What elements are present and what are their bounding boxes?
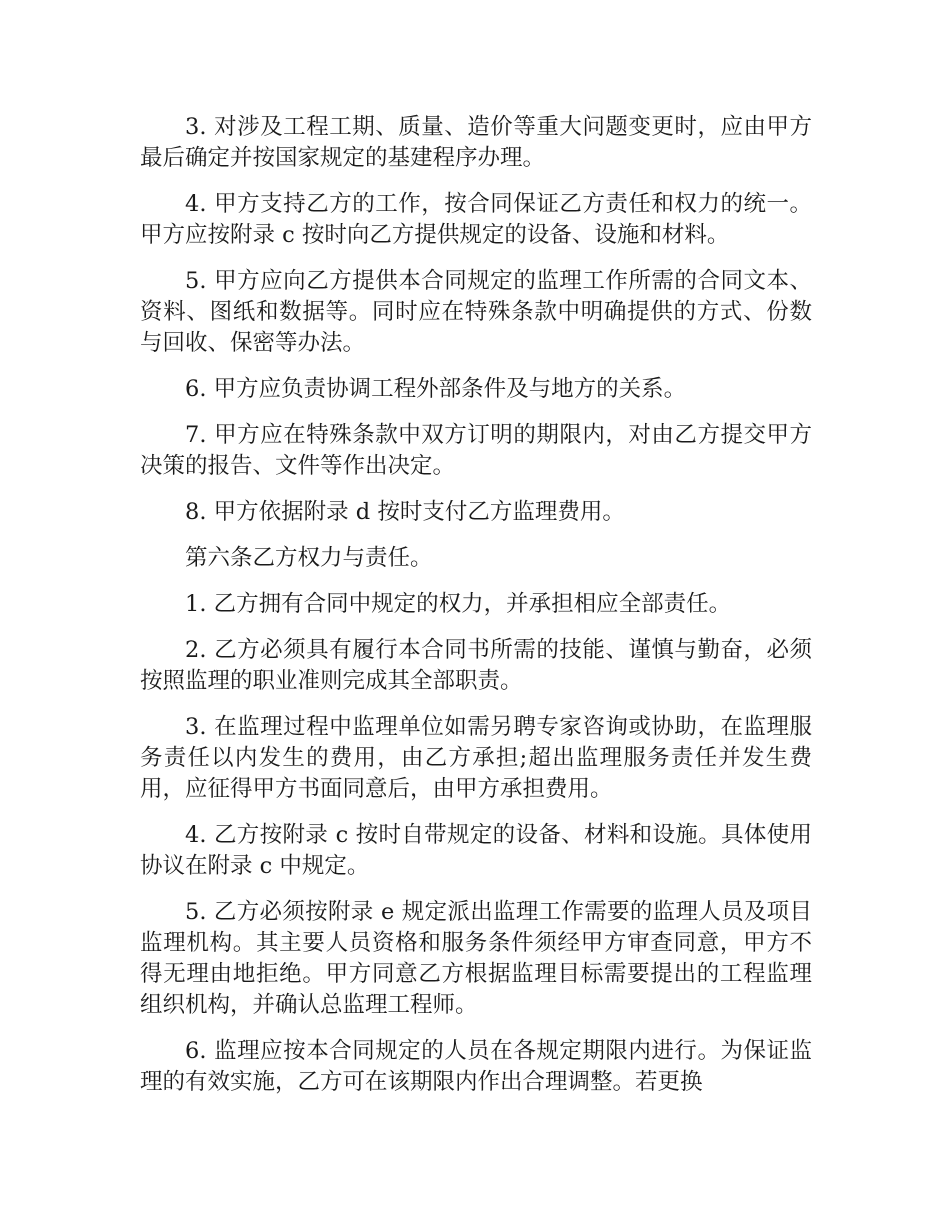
paragraph-b-clause-4: 4. 乙方按附录 c 按时自带规定的设备、材料和设施。具体使用协议在附录 c 中规定。: [140, 822, 812, 879]
paragraph-clause-5: 5. 甲方应向乙方提供本合同规定的监理工作所需的合同文本、资料、图纸和数据等。同时应在特殊条款中明确提供的方式、份数与回收、保密等办法。: [140, 268, 812, 356]
section-heading-article-6: 第六条乙方权力与责任。: [185, 545, 433, 571]
paragraph-clause-4: 4. 甲方支持乙方的工作，按合同保证乙方责任和权力的统一。甲方应按附录 c 按时向乙方提供规定的设备、设施和材料。: [140, 191, 812, 248]
paragraph-clause-8: 8. 甲方依据附录 d 按时支付乙方监理费用。: [185, 499, 625, 525]
paragraph-clause-6: 6. 甲方应负责协调工程外部条件及与地方的关系。: [185, 376, 687, 402]
paragraph-b-clause-1: 1. 乙方拥有合同中规定的权力，并承担相应全部责任。: [185, 591, 732, 617]
document-page: [140, 112, 812, 1113]
paragraph-b-clause-3: 3. 在监理过程中监理单位如需另聘专家咨询或协助，在监理服务责任以内发生的费用，由乙方承担;超出监理服务责任并发生费用，应征得甲方书面同意后，由甲方承担费用。: [140, 714, 812, 802]
paragraph-b-clause-5: 5. 乙方必须按附录 e 规定派出监理工作需要的监理人员及项目监理机构。其主要人员资格和服务条件须经甲方审查同意，甲方不得无理由地拒绝。甲方同意乙方根据监理目标需要提出的工程监理组织机构，并确认总监理工程师。: [140, 899, 812, 1018]
paragraph-clause-3: 3. 对涉及工程工期、质量、造价等重大问题变更时，应由甲方最后确定并按国家规定的基建程序办理。: [140, 114, 812, 171]
paragraph-b-clause-2: 2. 乙方必须具有履行本合同书所需的技能、谨慎与勤奋，必须按照监理的职业准则完成其全部职责。: [140, 637, 812, 694]
paragraph-clause-7: 7. 甲方应在特殊条款中双方订明的期限内，对由乙方提交甲方决策的报告、文件等作出决定。: [140, 422, 812, 479]
paragraph-b-clause-6: 6. 监理应按本合同规定的人员在各规定期限内进行。为保证监理的有效实施，乙方可在该期限内作出合理调整。若更换: [140, 1038, 812, 1095]
